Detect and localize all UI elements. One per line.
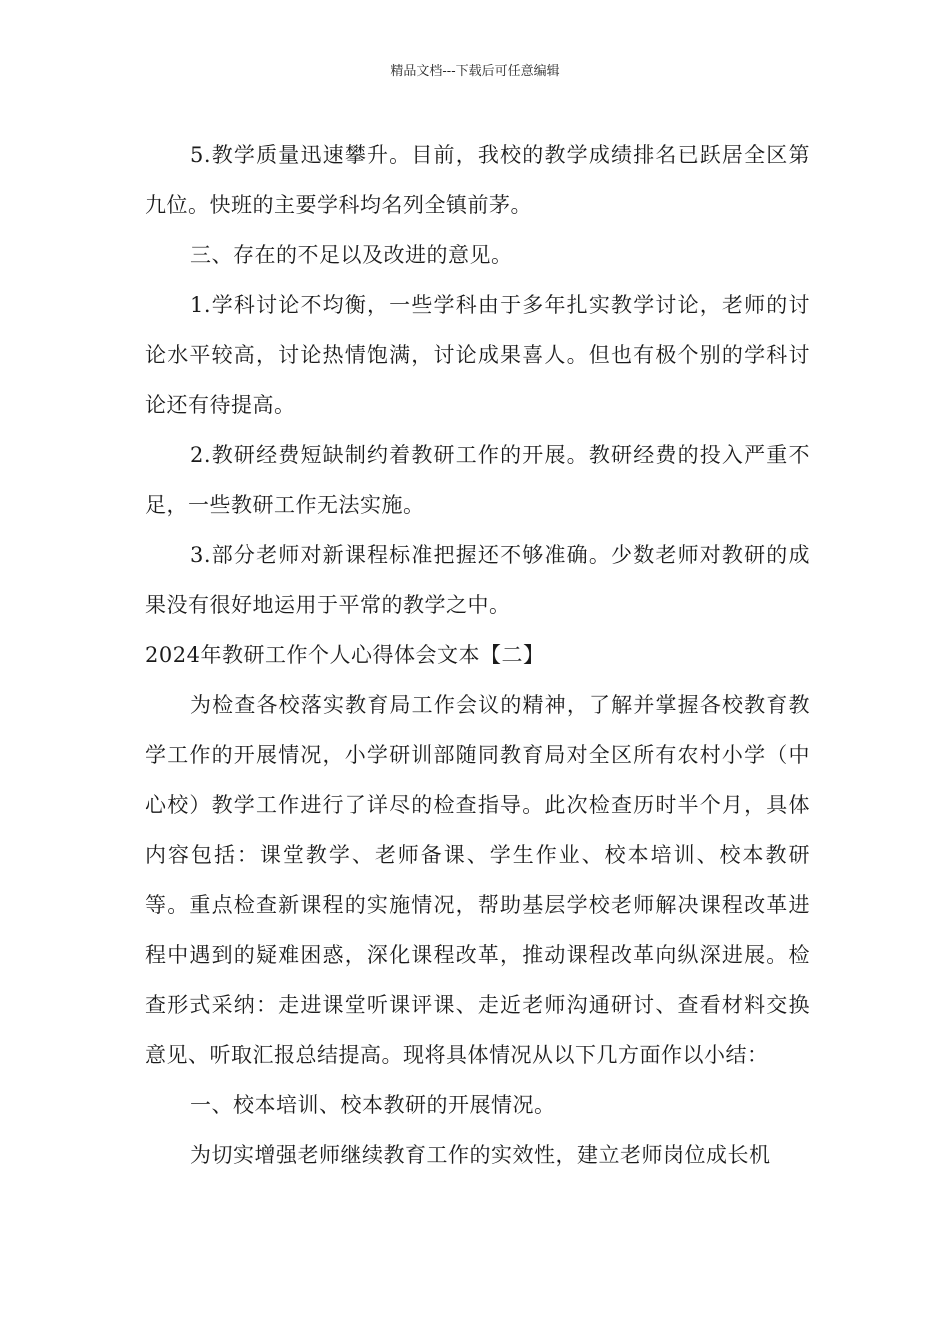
paragraph-point-3: 3.部分老师对新课程标准把握还不够准确。少数老师对教研的成果没有很好地运用于平常的教学之中。 bbox=[145, 543, 810, 617]
header-note: 精品文档---下载后可任意编辑 bbox=[390, 64, 560, 79]
paragraph-shortcomings-heading: 三、存在的不足以及改进的意见。 bbox=[190, 243, 513, 267]
paragraph-quality: 5.教学质量迅速攀升。目前，我校的教学成绩排名已跃居全区第九位。快班的主要学科均名列全镇前茅。 bbox=[145, 143, 810, 217]
section-title: 2024年教研工作个人心得体会文本【二】 bbox=[145, 643, 545, 667]
paragraph-inspection: 为检查各校落实教育局工作会议的精神，了解并掌握各校教育教学工作的开展情况，小学研训部随同教育局对全区所有农村小学（中心校）教学工作进行了详尽的检查指导。此次检查历时半个月，具体内容包括：课堂教学、老师备课、学生作业、校本培训、校本教研等。重点检查新课程的实施情况，帮助基层学校老师解决课程改革进程中遇到的疑难困惑，深化课程改革，推动课程改革向纵深进展。检查形式采纳：走进课堂听课评课、走近老师沟通研讨、查看材料交换意见、听取汇报总结提高。现将具体情况从以下几方面作以小结： bbox=[145, 693, 810, 1067]
document-body bbox=[145, 130, 810, 1180]
paragraph-point-2: 2.教研经费短缺制约着教研工作的开展。教研经费的投入严重不足，一些教研工作无法实施。 bbox=[145, 443, 810, 517]
paragraph-point-1: 1.学科讨论不均衡，一些学科由于多年扎实教学讨论，老师的讨论水平较高，讨论热情饱满，讨论成果喜人。但也有极个别的学科讨论还有待提高。 bbox=[145, 293, 810, 417]
paragraph-section-one-heading: 一、校本培训、校本教研的开展情况。 bbox=[190, 1093, 556, 1117]
paragraph-training: 为切实增强老师继续教育工作的实效性，建立老师岗位成长机 bbox=[190, 1143, 771, 1167]
